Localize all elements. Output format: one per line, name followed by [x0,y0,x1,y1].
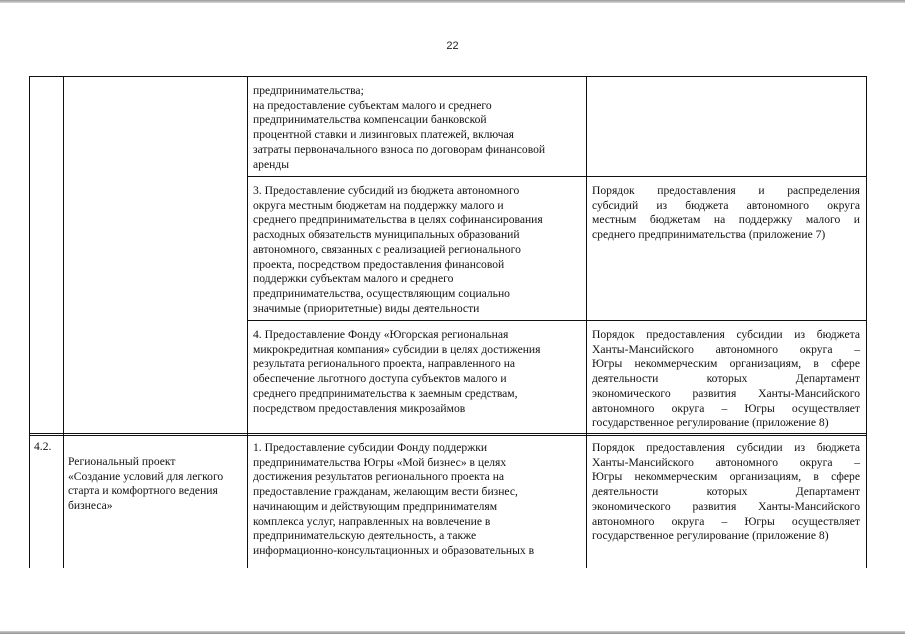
text-line: предпринимательскую деятельность, а также [253,529,477,543]
text-line: значимые (приоритетные) виды деятельности [253,301,480,315]
text-line: субсидий из бюджета автономного округа [592,198,860,212]
text-line: на предоставление субъектам малого и среднего [253,98,492,112]
table-border-right [866,76,867,568]
text-line: автономного округа – Югры осуществляет [592,514,860,528]
text-line: округа местным бюджетам на поддержку малого и [253,198,504,212]
text-line: поддержки субъектам малого и среднего [253,272,454,286]
text-line: Ханты-Мансийского автономного округа – [592,342,860,356]
text-line: процентной ставки и лизинговых платежей, включая [253,128,515,142]
text-line: проекта, посредством предоставления финансовой [253,257,505,271]
text-line: посредством предоставления микрозаймов [253,401,466,415]
page-number: 22 [446,40,459,52]
scan-edge-bottom [0,631,905,634]
text-line: автономного, связанных с реализацией регионального [253,242,521,256]
row-separator-2 [247,320,867,321]
table-divider-1 [63,76,64,568]
table-divider-2 [247,76,248,568]
text-line: среднего предпринимательства (приложение 7) [592,228,826,242]
text-line: информационно-консультационных и образовательных в [253,543,535,557]
text-line: Порядок предоставления и распределения [592,184,860,197]
row-1-measure [253,84,583,172]
row-4-project [68,455,246,514]
text-line: Региональный проект [68,455,176,468]
text-line: аренды [253,157,289,171]
text-line: деятельности которых Департамент [592,372,860,386]
text-line: Югры некоммерческим организациям, в сфере [592,470,860,484]
text-line: начинающим и действующим предпринимателям [253,499,498,513]
row-separator-3 [29,433,867,436]
text-line: предпринимательства Югры «Мой бизнес» в целях [253,455,507,469]
row-2-measure [253,184,583,316]
table-divider-3 [586,76,587,568]
table-border-left [29,76,30,568]
text-line: бизнеса» [68,499,113,513]
text-line: экономического развития Ханты-Мансийского [592,386,860,400]
text-line: предоставление гражданам, желающим вести бизнес, [253,485,518,499]
text-line: 1. Предоставление субсидии Фонду поддержки [253,441,488,454]
text-line: местным бюджетам на поддержку малого и [592,213,860,227]
text-line: затраты первоначального взноса по договорам финансовой [253,142,546,156]
text-line: 4. Предоставление Фонду «Югорская региональная [253,328,509,341]
text-line: «Создание условий для легкого [68,469,224,483]
row-separator-1 [247,176,867,177]
text-line: комплекса услуг, направленных на вовлечение в [253,514,491,528]
row-3-regulation [592,328,860,431]
text-line: достижения результатов регионального проекта на [253,470,505,484]
text-line: предпринимательства; [253,84,364,97]
text-line: Порядок предоставления субсидии из бюджета [592,328,860,341]
text-line: автономного округа – Югры осуществляет [592,401,860,415]
text-line: государственное регулирование (приложение 8) [592,416,829,430]
text-line: Ханты-Мансийского автономного округа – [592,455,860,469]
text-line: государственное регулирование (приложение 8) [592,529,829,543]
text-line: Порядок предоставления субсидии из бюджета [592,441,860,454]
row-3-measure [253,328,583,416]
text-line: среднего предпринимательства в целях софинансирования [253,213,543,227]
text-line: предпринимательства компенсации банковской [253,113,487,127]
table-border-top [29,76,867,77]
row-2-regulation [592,184,860,243]
row-4-number [34,440,62,455]
row-4-regulation [592,441,860,544]
text-line: микрокредитная компания» субсидии в целях достижения [253,342,541,356]
text-line: расходных обязательств муниципальных образований [253,228,520,242]
text-line: старта и комфортного ведения [68,484,218,498]
text-line: предпринимательства, осуществляющим социально [253,286,510,300]
row-4-measure [253,441,583,559]
scan-edge-top [0,0,905,3]
text-line: Югры некоммерческим организациям, в сфере [592,357,860,371]
text-line: среднего предпринимательства к заемным средствам, [253,386,518,400]
text-line: результата регионального проекта, направленного на [253,357,516,371]
text-line: 3. Предоставление субсидий из бюджета автономного [253,184,520,197]
text-line: обеспечение льготного доступа субъектов малого и [253,372,507,386]
text-line: экономического развития Ханты-Мансийского [592,499,860,513]
text-line: 4.2. [34,440,52,453]
text-line: деятельности которых Департамент [592,485,860,499]
